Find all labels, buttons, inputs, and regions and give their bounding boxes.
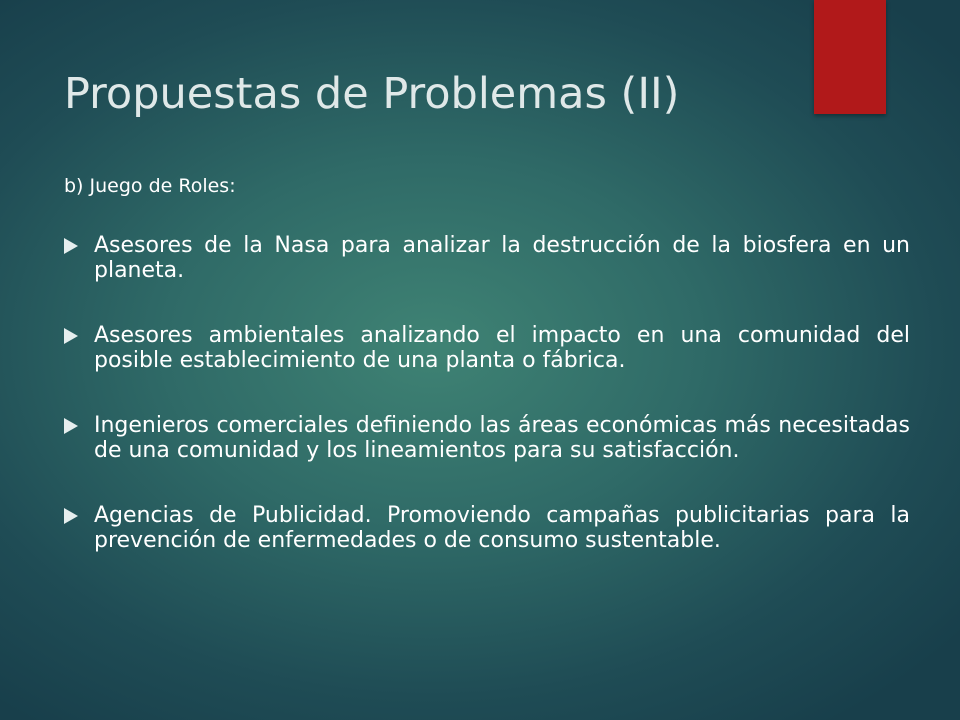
bullet-text: Ingenieros comerciales definiendo las áreas económicas más necesitadas de una comunidad y los lineamientos para su satisfacción.	[94, 413, 910, 463]
triangle-right-icon	[64, 508, 78, 524]
triangle-right-icon	[64, 328, 78, 344]
triangle-right-icon	[64, 238, 78, 254]
slide-content	[64, 174, 910, 593]
bullet-text: Agencias de Publicidad. Promoviendo campañas publicitarias para la prevención de enfermedades o de consumo sustentable.	[94, 503, 910, 553]
bullet-text: Asesores ambientales analizando el impacto en una comunidad del posible establecimiento de una planta o fábrica.	[94, 323, 910, 373]
bullet-item	[64, 503, 910, 553]
slide-subtitle: b) Juego de Roles:	[64, 175, 236, 197]
bullet-list	[64, 233, 910, 553]
bullet-item	[64, 323, 910, 373]
accent-bar	[814, 0, 886, 114]
slide-title: Propuestas de Problemas (II)	[64, 69, 680, 119]
bullet-text: Asesores de la Nasa para analizar la destrucción de la biosfera en un planeta.	[94, 233, 910, 283]
triangle-right-icon	[64, 418, 78, 434]
bullet-item	[64, 233, 910, 283]
bullet-item	[64, 413, 910, 463]
